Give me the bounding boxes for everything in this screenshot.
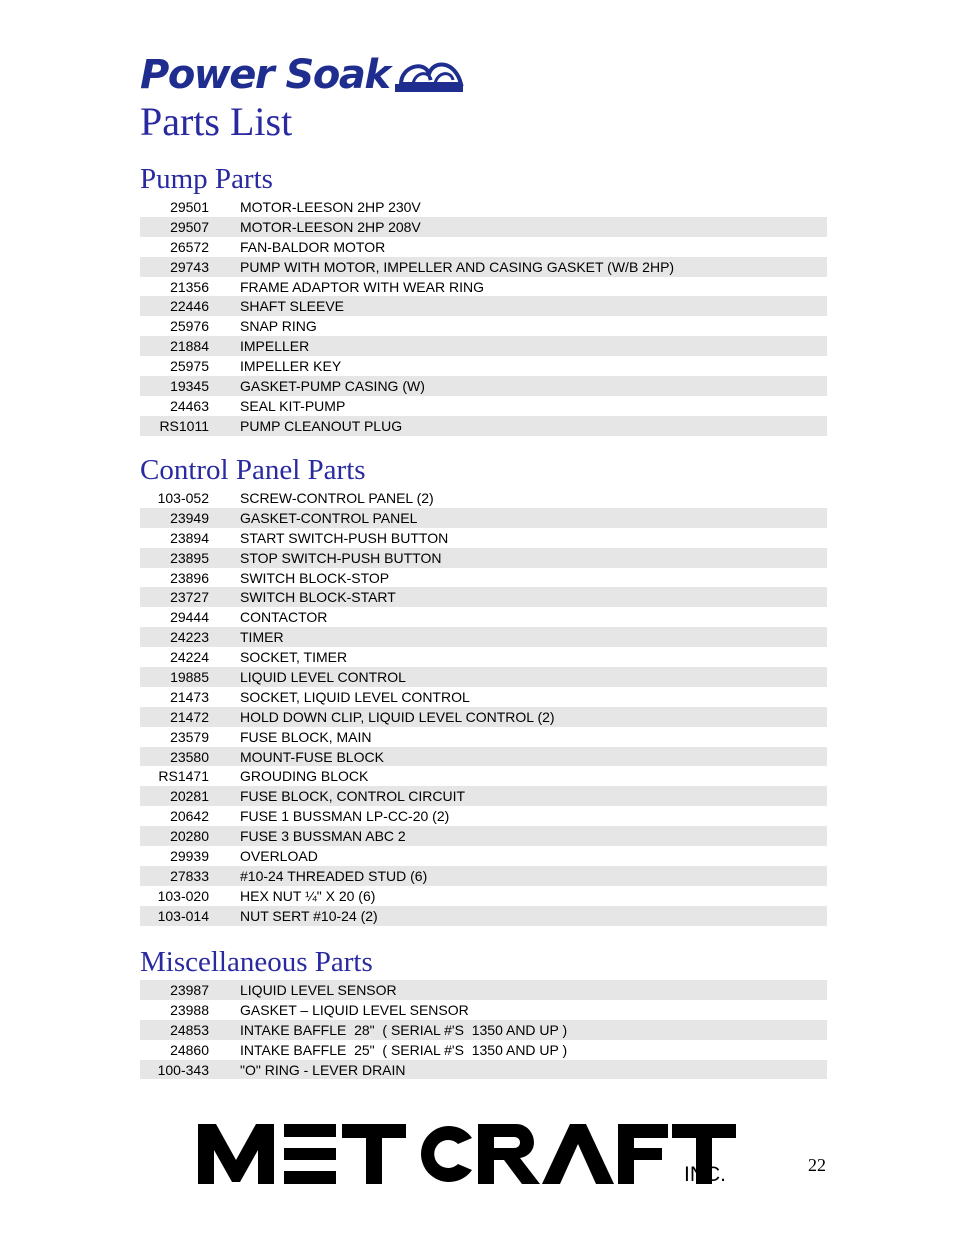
part-description: SHAFT SLEEVE [240, 298, 345, 315]
section-title-pump: Pump Parts [140, 163, 273, 195]
part-description: MOTOR-LEESON 2HP 230V [240, 198, 421, 215]
part-description: FRAME ADAPTOR WITH WEAR RING [240, 278, 484, 295]
part-number: 29444 [170, 609, 209, 626]
part-row [140, 356, 827, 376]
part-number: 23949 [170, 509, 209, 526]
part-number: 27833 [170, 867, 209, 884]
part-number: RS1471 [158, 768, 209, 785]
part-row [140, 886, 827, 906]
part-row [140, 508, 827, 528]
part-description: LIQUID LEVEL CONTROL [240, 668, 406, 685]
part-row [140, 217, 827, 237]
part-row [140, 528, 827, 548]
part-row [140, 1060, 827, 1080]
part-number: 24224 [170, 649, 209, 666]
part-description: FAN-BALDOR MOTOR [240, 238, 386, 255]
part-row [140, 568, 827, 588]
part-row [140, 336, 827, 356]
part-row [140, 727, 827, 747]
wave-logo-icon [395, 56, 465, 94]
part-description: PUMP CLEANOUT PLUG [240, 417, 403, 434]
part-description: NUT SERT #10-24 (2) [240, 907, 378, 924]
part-number: 103-020 [157, 887, 209, 904]
part-number: 23895 [170, 549, 209, 566]
part-row [140, 416, 827, 436]
control-panel-parts-list [140, 488, 827, 926]
part-description: CONTACTOR [240, 609, 328, 626]
part-number: RS1011 [159, 417, 209, 434]
part-description: FUSE 3 BUSSMAN ABC 2 [240, 828, 406, 845]
part-row [140, 806, 827, 826]
part-row [140, 1040, 827, 1060]
part-row [140, 396, 827, 416]
part-description: MOUNT-FUSE BLOCK [240, 748, 384, 765]
part-description: GASKET – LIQUID LEVEL SENSOR [240, 1001, 469, 1018]
part-row [140, 296, 827, 316]
part-number: 20281 [170, 788, 209, 805]
part-number: 19885 [170, 668, 209, 685]
part-description: STOP SWITCH-PUSH BUTTON [240, 549, 442, 566]
part-description: SCREW-CONTROL PANEL (2) [240, 489, 434, 506]
part-number: 100-343 [157, 1061, 209, 1078]
pump-parts-list [140, 197, 827, 436]
part-number: 25976 [170, 318, 209, 335]
part-description: SOCKET, TIMER [240, 649, 348, 666]
metcraft-logo [196, 1120, 736, 1190]
part-row [140, 980, 827, 1000]
misc-parts-list [140, 980, 827, 1079]
part-row [140, 587, 827, 607]
part-number: 23987 [170, 981, 209, 998]
part-row [140, 906, 827, 926]
part-description: INTAKE BAFFLE 28" ( SERIAL #'S 1350 AND UP ) [240, 1021, 568, 1038]
part-description: FUSE BLOCK, CONTROL CIRCUIT [240, 788, 466, 805]
part-row [140, 627, 827, 647]
part-description: GASKET-CONTROL PANEL [240, 509, 418, 526]
part-row [140, 488, 827, 508]
part-row [140, 197, 827, 217]
part-description: SOCKET, LIQUID LEVEL CONTROL [240, 688, 470, 705]
part-number: 25975 [170, 358, 209, 375]
part-description: IMPELLER [240, 338, 310, 355]
part-description: LIQUID LEVEL SENSOR [240, 981, 397, 998]
part-number: 29501 [170, 198, 209, 215]
part-number: 103-014 [157, 907, 209, 924]
part-number: 21884 [170, 338, 209, 355]
section-title-control-panel: Control Panel Parts [140, 454, 366, 486]
part-row [140, 826, 827, 846]
part-row [140, 1020, 827, 1040]
part-row [140, 786, 827, 806]
part-number: 29939 [170, 847, 209, 864]
power-soak-logo-text: Power Soak [140, 52, 390, 98]
part-description: OVERLOAD [240, 847, 318, 864]
part-number: 29507 [170, 218, 209, 235]
part-row [140, 277, 827, 297]
part-number: 29743 [170, 258, 209, 275]
power-soak-logo [140, 54, 470, 96]
part-row [140, 687, 827, 707]
part-description: SNAP RING [240, 318, 317, 335]
part-row [140, 846, 827, 866]
part-number: 24223 [170, 629, 209, 646]
part-description: HOLD DOWN CLIP, LIQUID LEVEL CONTROL (2) [240, 708, 555, 725]
part-row [140, 316, 827, 336]
part-number: 22446 [170, 298, 209, 315]
page-number: 22 [808, 1155, 826, 1175]
part-description: SEAL KIT-PUMP [240, 397, 346, 414]
part-description: SWITCH BLOCK-STOP [240, 569, 390, 586]
part-description: GASKET-PUMP CASING (W) [240, 377, 425, 394]
part-number: 21356 [170, 278, 209, 295]
part-description: GROUDING BLOCK [240, 768, 369, 785]
part-number: 23896 [170, 569, 209, 586]
part-description: FUSE BLOCK, MAIN [240, 728, 372, 745]
part-description: START SWITCH-PUSH BUTTON [240, 529, 449, 546]
part-description: #10-24 THREADED STUD (6) [240, 867, 428, 884]
part-number: 20280 [170, 828, 209, 845]
part-number: 23727 [170, 589, 209, 606]
part-description: INTAKE BAFFLE 25" ( SERIAL #'S 1350 AND UP ) [240, 1041, 568, 1058]
part-row [140, 707, 827, 727]
part-row [140, 747, 827, 767]
part-description: TIMER [240, 629, 284, 646]
part-description: "O" RING - LEVER DRAIN [240, 1061, 406, 1078]
part-number: 26572 [170, 238, 209, 255]
part-description: PUMP WITH MOTOR, IMPELLER AND CASING GASKET (W/B 2HP) [240, 258, 675, 275]
part-number: 23894 [170, 529, 209, 546]
part-description: IMPELLER KEY [240, 358, 342, 375]
part-number: 103-052 [157, 489, 209, 506]
part-row [140, 647, 827, 667]
part-number: 24463 [170, 397, 209, 414]
metcraft-inc-label: INC. [684, 1163, 726, 1186]
part-row [140, 237, 827, 257]
part-number: 23579 [170, 728, 209, 745]
part-description: HEX NUT ¼" X 20 (6) [240, 887, 376, 904]
page-title: Parts List [140, 99, 293, 144]
part-number: 23988 [170, 1001, 209, 1018]
part-row [140, 548, 827, 568]
part-row [140, 766, 827, 786]
part-number: 21472 [170, 708, 209, 725]
part-description: MOTOR-LEESON 2HP 208V [240, 218, 421, 235]
part-number: 20642 [170, 808, 209, 825]
part-description: FUSE 1 BUSSMAN LP-CC-20 (2) [240, 808, 450, 825]
part-row [140, 866, 827, 886]
part-number: 21473 [170, 688, 209, 705]
part-number: 23580 [170, 748, 209, 765]
part-row [140, 607, 827, 627]
part-row [140, 376, 827, 396]
section-title-misc: Miscellaneous Parts [140, 946, 373, 978]
part-row [140, 257, 827, 277]
part-row [140, 667, 827, 687]
part-number: 19345 [170, 377, 209, 394]
part-description: SWITCH BLOCK-START [240, 589, 396, 606]
part-row [140, 1000, 827, 1020]
part-number: 24853 [170, 1021, 209, 1038]
part-number: 24860 [170, 1041, 209, 1058]
